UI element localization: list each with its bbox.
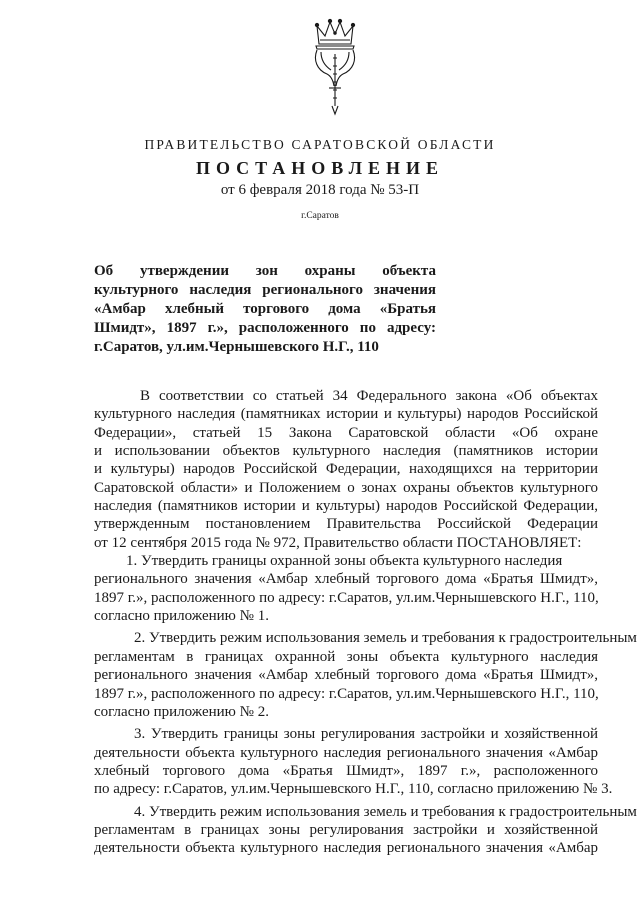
document-city: г.Саратов	[301, 211, 339, 221]
clause-line: регионального значения «Амбар хлебный торгового дома «Братья Шмидт»,	[94, 571, 598, 588]
clause-line: регламентам в границах зоны регулирования застройки и хозяйственной	[94, 821, 598, 838]
clause-1	[94, 552, 598, 625]
subject-line: Об утверждении зон охраны объекта	[94, 263, 436, 279]
document-date-number: от 6 февраля 2018 года № 53-П	[220, 182, 420, 198]
clause-line: 1. Утвердить границы охранной зоны объекта культурного наследия	[126, 553, 563, 570]
clause-line: 4. Утвердить режим использования земель и требования к градостроительным	[134, 803, 637, 820]
preamble-line: и использовании объектов культурного наследия (памятников истории	[94, 443, 598, 460]
clause-line: деятельности объекта культурного наследия регионального значения «Амбар	[94, 744, 598, 761]
clause-line: 2. Утвердить режим использования земель и требования к градостроительным	[134, 630, 637, 647]
clause-line: 1897 г.», расположенного по адресу: г.Саратов, ул.им.Чернышевского Н.Г., 110,	[94, 685, 599, 702]
preamble-paragraph	[94, 387, 598, 552]
saratov-coat-of-arms-emblem	[303, 14, 367, 118]
document-body	[94, 387, 637, 858]
preamble-line: утвержденным постановлением Правительства Российской Федерации	[94, 516, 598, 533]
preamble-line: и культуры) народов Российской Федерации, находящихся на территории	[94, 461, 598, 478]
clause-line: регламентам в границах охранной зоны объекта культурного наследия	[94, 648, 598, 665]
clause-line: регионального значения «Амбар хлебный торгового дома «Братья Шмидт»,	[94, 667, 598, 684]
government-name: ПРАВИТЕЛЬСТВО САРАТОВСКОЙ ОБЛАСТИ	[144, 137, 496, 152]
preamble-line: культурного наследия (памятниках истории и культуры) народов Российской	[94, 406, 598, 423]
preamble-line: от 12 сентября 2015 года № 972, Правительство области ПОСТАНОВЛЯЕТ:	[94, 534, 582, 551]
document-subject	[94, 262, 436, 357]
subject-line: г.Саратов, ул.им.Чернышевского Н.Г., 110	[94, 339, 379, 355]
clause-line: хлебный торгового дома «Братья Шмидт», 1897 г.», расположенного	[94, 762, 598, 779]
clause-line: 3. Утвердить границы зоны регулирования застройки и хозяйственной	[134, 726, 598, 743]
clause-line: по адресу: г.Саратов, ул.им.Чернышевского Н.Г., 110, согласно приложению № 3.	[94, 781, 613, 798]
preamble-line: наследия (памятников истории и культуры) народов Российской Федерации,	[94, 498, 598, 515]
preamble-line: В соответствии со статьей 34 Федерального закона «Об объектах	[140, 388, 598, 404]
subject-line: «Амбар хлебный торгового дома «Братья	[94, 301, 436, 317]
clause-line: согласно приложению № 2.	[94, 703, 269, 720]
subject-line: Шмидт», 1897 г.», расположенного по адресу:	[94, 320, 436, 336]
clause-line: 1897 г.», расположенного по адресу: г.Саратов, ул.им.Чернышевского Н.Г., 110,	[94, 589, 599, 606]
preamble-line: Саратовской области» и Положением о зонах охраны объектов культурного	[94, 479, 598, 496]
preamble-line: Федерации», статьей 15 Закона Саратовской области «Об охране	[94, 424, 598, 441]
clause-3	[94, 725, 613, 798]
clause-4	[94, 803, 637, 858]
clause-2	[94, 629, 637, 721]
clause-line: деятельности объекта культурного наследия регионального значения «Амбар	[94, 840, 598, 857]
subject-line: культурного наследия регионального значения	[94, 282, 436, 298]
clause-line: согласно приложению № 1.	[94, 608, 269, 625]
document-type-title: ПОСТАНОВЛЕНИЕ	[195, 158, 445, 178]
